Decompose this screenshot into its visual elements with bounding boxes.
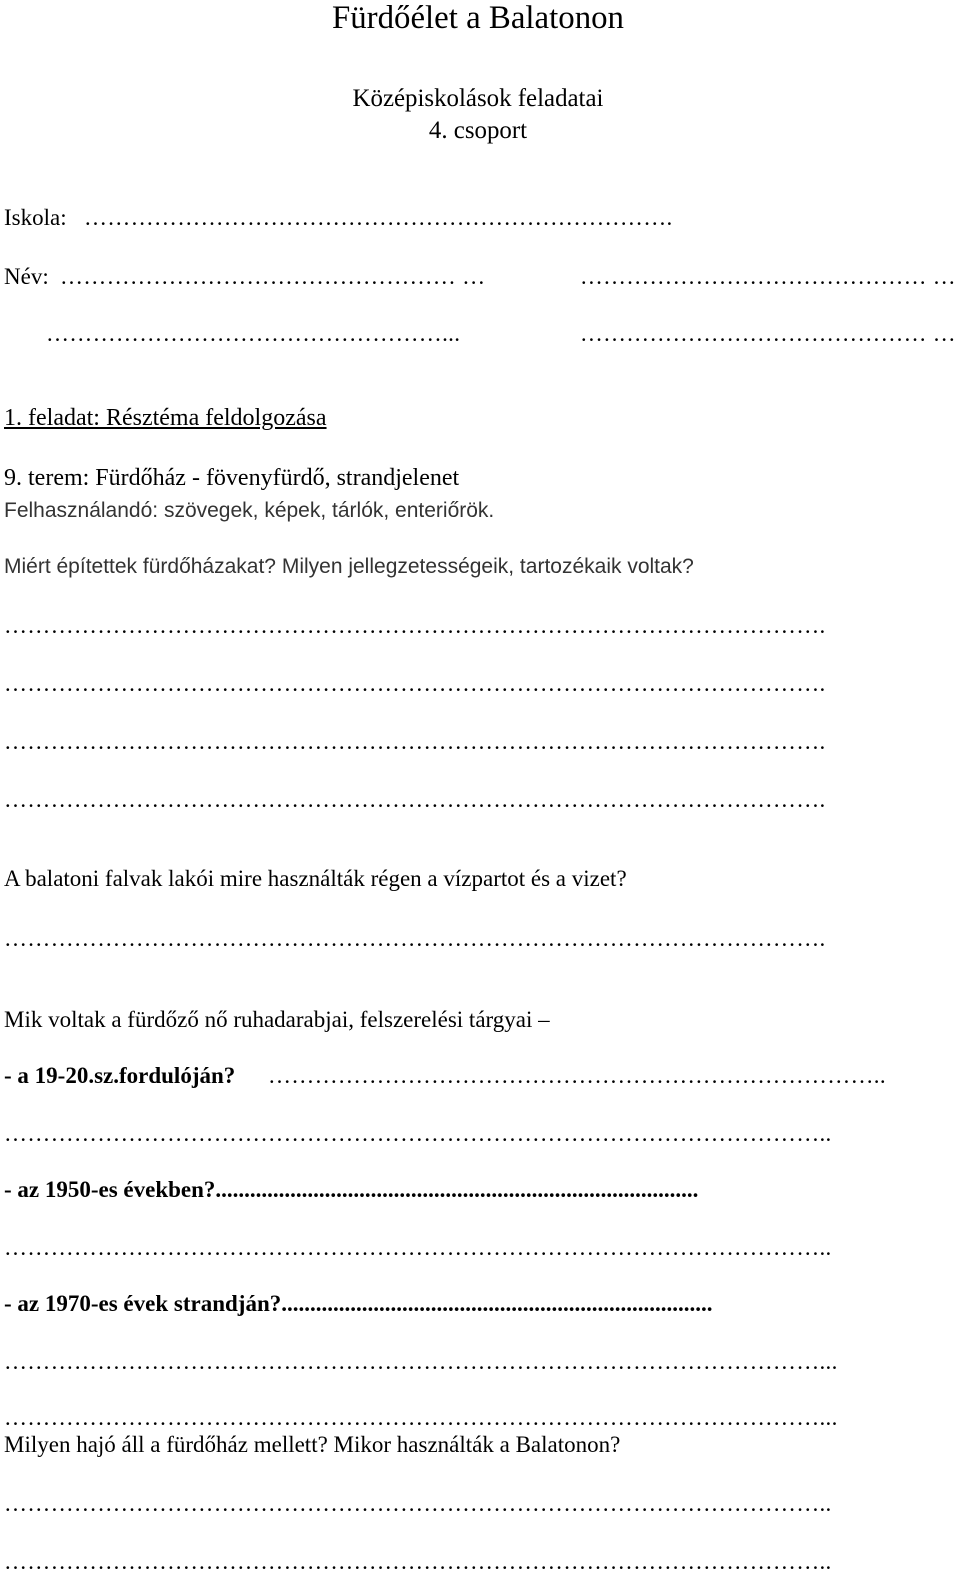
question-3c: - az 1970-es évek strandján?........................................................................... bbox=[4, 1291, 713, 1316]
subtitle-line-1: Középiskolások feladatai bbox=[352, 85, 604, 112]
question-3a: - a 19-20.sz.fordulóján? bbox=[4, 1063, 236, 1088]
name-blank-3[interactable]: ……………………………………………... bbox=[46, 321, 461, 346]
room-title: 9. terem: Fürdőház - fövenyfürdő, strandjelenet bbox=[4, 465, 460, 491]
question-3b: - az 1950-es években?.................................................................................... bbox=[4, 1177, 699, 1202]
name-blank-1[interactable]: …………………………………………… … bbox=[60, 264, 486, 289]
answer-line-11[interactable]: …………………………………………………………………………………………….. bbox=[4, 1491, 832, 1516]
answer-line-4[interactable]: ……………………………………………………………………………………………. bbox=[4, 787, 826, 812]
name-label: Név: bbox=[4, 264, 49, 289]
answer-line-5[interactable]: ……………………………………………………………………………………………. bbox=[4, 926, 826, 951]
answer-line-8[interactable]: …………………………………………………………………………………………….. bbox=[4, 1235, 832, 1260]
answer-line-2[interactable]: ……………………………………………………………………………………………. bbox=[4, 671, 826, 696]
answer-line-6[interactable]: …………………………………………………………………….. bbox=[268, 1063, 886, 1088]
answer-line-7[interactable]: …………………………………………………………………………………………….. bbox=[4, 1121, 832, 1146]
task-heading: 1. feladat: Résztéma feldolgozása bbox=[4, 405, 327, 431]
name-blank-2[interactable]: ……………………………………… … bbox=[580, 264, 956, 289]
answer-line-3[interactable]: ……………………………………………………………………………………………. bbox=[4, 729, 826, 754]
name-blank-4[interactable]: ……………………………………… … bbox=[580, 321, 956, 346]
answer-line-12[interactable]: …………………………………………………………………………………………….. bbox=[4, 1549, 832, 1574]
question-2: A balatoni falvak lakói mire használták régen a vízpartot és a vizet? bbox=[4, 866, 627, 891]
question-4: Milyen hajó áll a fürdőház mellett? Mikor használták a Balatonon? bbox=[4, 1432, 621, 1457]
school-label: Iskola: bbox=[4, 205, 67, 230]
subtitle-line-2: 4. csoport bbox=[428, 117, 528, 144]
answer-line-10[interactable]: ……………………………………………………………………………………………... bbox=[4, 1405, 838, 1430]
answer-line-9[interactable]: ……………………………………………………………………………………………... bbox=[4, 1349, 838, 1374]
question-1: Miért építettek fürdőházakat? Milyen jellegzetességeik, tartozékaik voltak? bbox=[4, 555, 694, 578]
page-title: Fürdőélet a Balatonon bbox=[331, 0, 624, 36]
answer-line-1[interactable]: ……………………………………………………………………………………………. bbox=[4, 613, 826, 638]
question-3: Mik voltak a fürdőző nő ruhadarabjai, felszerelési tárgyai – bbox=[4, 1007, 550, 1032]
school-blank[interactable]: …………………………………………………………………. bbox=[84, 205, 673, 230]
materials-text: Felhasználandó: szövegek, képek, tárlók, enteriőrök. bbox=[4, 499, 495, 522]
